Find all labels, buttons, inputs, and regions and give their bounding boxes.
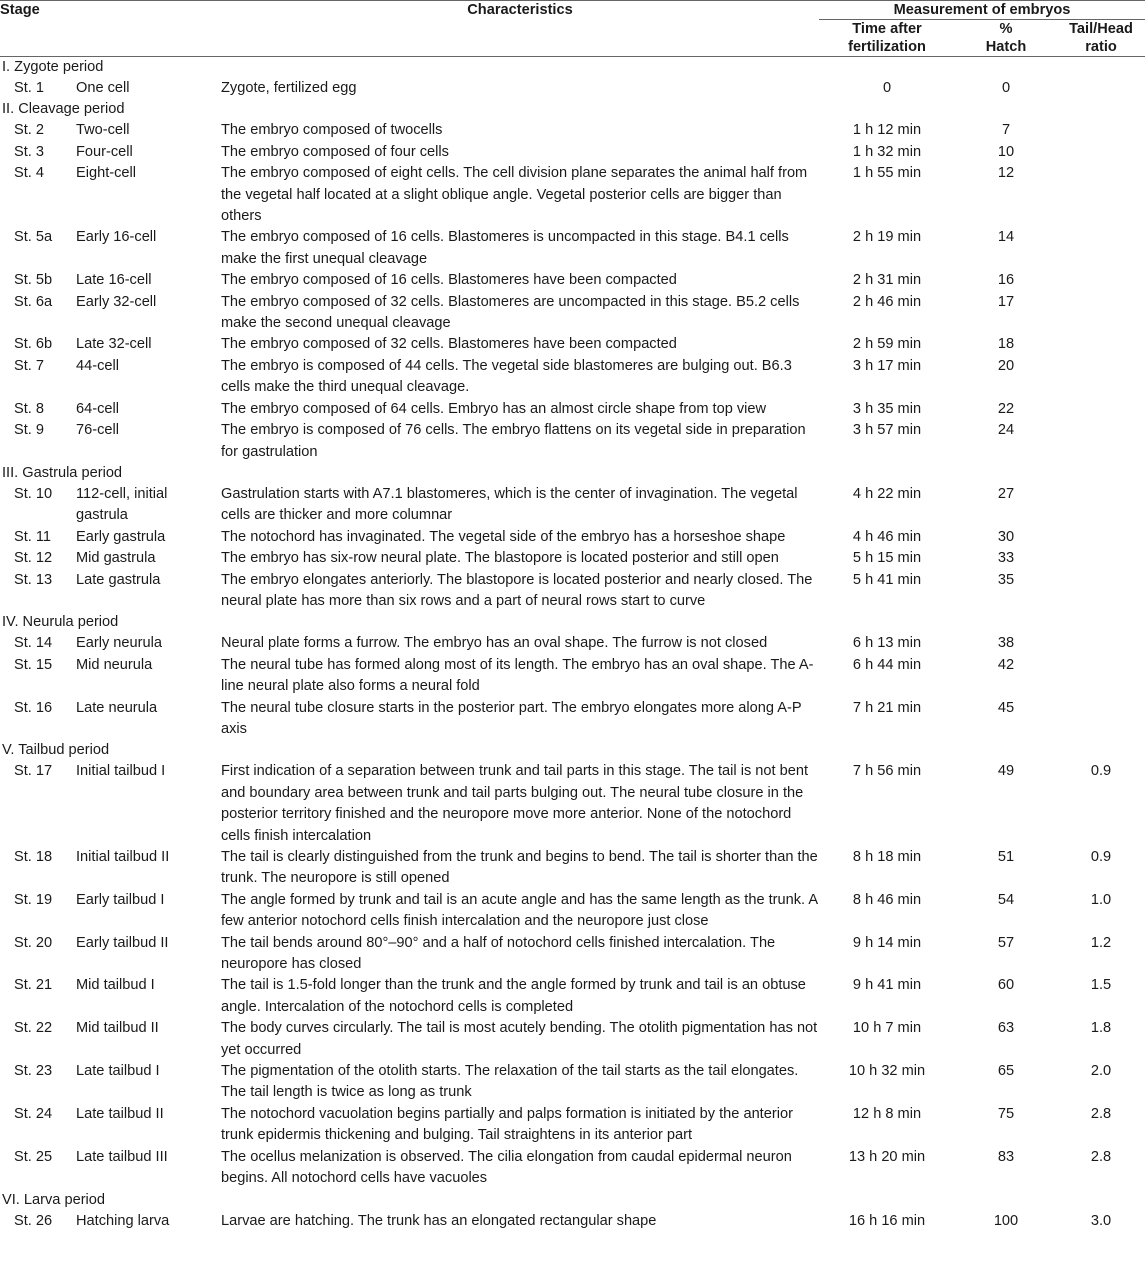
- hatch-cell: 42: [997, 656, 1015, 673]
- time-cell: 4 h 46 min: [852, 528, 922, 545]
- time-cell: 0: [882, 80, 892, 96]
- time-cell: 5 h 15 min: [852, 550, 922, 567]
- table-row: [0, 120, 1145, 141]
- stage-cell: St. 2: [14, 122, 45, 139]
- characteristics-cell: The embryo is composed of 44 cells. The vegetal side blastomeres are bulging out. B6.3 cells make the third unequal cleavage.: [221, 357, 792, 396]
- stage-cell: St. 18: [14, 849, 53, 865]
- characteristics-cell: Larvae are hatching. The trunk has an elongated rectangular shape: [221, 1212, 657, 1229]
- table-row: [0, 933, 1145, 976]
- characteristics-cell: The notochord vacuolation begins partially and palps formation is initiated by the anterior trunk epidermis thickening and bulging. Tail straightens in its anterior part: [221, 1105, 793, 1144]
- table-row: [0, 1104, 1145, 1147]
- stage-name-cell: Hatching larva: [76, 1212, 170, 1229]
- hatch-cell: 14: [997, 229, 1015, 246]
- characteristics-cell: First indication of a separation between trunk and tail parts in this stage. The tail is not bent and boundary area between trunk and tail parts bulging out. The neural tube closure in the posterior territory finished and the neuropore move more anterior. None of the notochord cells finish intercalation: [221, 763, 809, 844]
- stage-cell: St. 9: [14, 422, 45, 439]
- characteristics-cell: The ocellus melanization is observed. The cilia elongation from caudal epidermal neuron begins. All notochord cells have vacuoles: [221, 1148, 792, 1187]
- ratio-cell: 1.5: [1090, 977, 1112, 994]
- stage-cell: St. 11: [14, 528, 52, 545]
- time-cell: 1 h 55 min: [852, 165, 922, 182]
- stage-name-cell: Late gastrula: [76, 571, 161, 588]
- table-row: [0, 270, 1145, 291]
- characteristics-cell: Zygote, fertilized egg: [221, 80, 357, 96]
- stage-cell: St. 15: [14, 656, 53, 673]
- stage-name-cell: 64-cell: [76, 400, 119, 417]
- table-row: [0, 655, 1145, 698]
- ratio-cell: [1057, 570, 1145, 613]
- characteristics-cell: The notochord has invaginated. The vegetal side of the embryo has a horseshoe shape: [221, 528, 786, 545]
- period-row: [0, 740, 1145, 761]
- characteristics-cell: The angle formed by trunk and tail is an acute angle and has the same length as the trunk. A few anterior notochord cells finish intercalation and the neuropore just close: [221, 891, 818, 930]
- hatch-cell: 60: [997, 977, 1015, 994]
- time-cell: 10 h 32 min: [848, 1063, 926, 1080]
- time-cell: 2 h 46 min: [852, 293, 922, 310]
- table-row: [0, 570, 1145, 613]
- header-measurement: Measurement of embryos: [819, 1, 1145, 20]
- stage-name-cell: Initial tailbud I: [76, 763, 166, 780]
- ratio-cell: [1057, 227, 1145, 270]
- characteristics-cell: The neural tube closure starts in the posterior part. The embryo elongates more along A-P axis: [221, 699, 802, 737]
- hatch-cell: 30: [997, 528, 1015, 545]
- time-cell: 3 h 57 min: [852, 422, 922, 439]
- hatch-cell: 38: [997, 635, 1015, 652]
- table-row: [0, 142, 1145, 163]
- hatch-cell: 75: [997, 1105, 1015, 1122]
- hatch-cell: 7: [1001, 122, 1011, 139]
- stage-cell: St. 26: [14, 1212, 53, 1229]
- stage-name-cell: Mid tailbud II: [76, 1020, 159, 1037]
- stage-name-cell: Late tailbud I: [76, 1063, 160, 1080]
- hatch-cell: 35: [997, 571, 1015, 588]
- characteristics-cell: Gastrulation starts with A7.1 blastomeres, which is the center of invagination. The vegetal cells are thicker and more columnar: [221, 485, 798, 524]
- hatch-cell: 45: [997, 699, 1015, 716]
- hatch-cell: 17: [997, 293, 1015, 310]
- stage-name-cell: Mid neurula: [76, 656, 153, 673]
- time-cell: 7 h 21 min: [852, 699, 922, 716]
- table-header: [0, 1, 1145, 57]
- time-cell: 5 h 41 min: [852, 571, 922, 588]
- header-ratio-line2: ratio: [1085, 39, 1117, 55]
- hatch-cell: 65: [997, 1063, 1015, 1080]
- header-hatch: [955, 20, 1057, 57]
- characteristics-cell: The embryo composed of 32 cells. Blastomeres have been compacted: [221, 336, 677, 353]
- hatch-cell: 100: [993, 1212, 1019, 1229]
- time-cell: 13 h 20 min: [848, 1148, 926, 1165]
- period-label: IV. Neurula period: [2, 614, 119, 631]
- ratio-cell: 2.8: [1090, 1148, 1112, 1165]
- hatch-cell: 22: [997, 400, 1015, 417]
- characteristics-cell: The neural tube has formed along most of its length. The embryo has an oval shape. The A-line neural plate also forms a neural fold: [221, 656, 814, 695]
- hatch-cell: 12: [997, 165, 1015, 182]
- characteristics-cell: The tail bends around 80°–90° and a half of notochord cells finished intercalation. The neuropore has closed: [221, 934, 776, 973]
- stage-cell: St. 3: [14, 143, 45, 160]
- ratio-cell: [1057, 356, 1145, 399]
- stage-name-cell: Early gastrula: [76, 528, 166, 545]
- ratio-cell: 1.0: [1090, 891, 1112, 908]
- ratio-cell: 2.0: [1090, 1063, 1112, 1080]
- table-row: [0, 761, 1145, 847]
- stage-name-cell: Four-cell: [76, 143, 133, 160]
- table-row: [0, 484, 1145, 527]
- table-row: [0, 1061, 1145, 1104]
- header-characteristics: Characteristics: [467, 2, 573, 18]
- stage-name-cell: Initial tailbud II: [76, 849, 170, 865]
- characteristics-cell: The embryo has six-row neural plate. The blastopore is located posterior and still open: [221, 550, 779, 567]
- hatch-cell: 20: [997, 357, 1015, 374]
- period-row: [0, 612, 1145, 633]
- time-cell: 3 h 35 min: [852, 400, 922, 417]
- characteristics-cell: The embryo elongates anteriorly. The blastopore is located posterior and nearly closed. The neural plate has more than six rows and a part of neural rows start to curve: [221, 571, 813, 609]
- stage-name-cell: Early tailbud I: [76, 891, 165, 908]
- period-row: [0, 57, 1145, 79]
- ratio-cell: 3.0: [1090, 1212, 1112, 1229]
- ratio-cell: 1.2: [1090, 934, 1112, 951]
- hatch-cell: 0: [1001, 80, 1011, 96]
- time-cell: 6 h 44 min: [852, 656, 922, 673]
- stage-name-cell: 112-cell, initial gastrula: [76, 485, 168, 524]
- time-cell: 3 h 17 min: [852, 357, 922, 374]
- ratio-cell: [1057, 163, 1145, 227]
- characteristics-cell: The embryo composed of 16 cells. Blastomeres have been compacted: [221, 272, 677, 289]
- time-cell: 2 h 59 min: [852, 336, 922, 353]
- stage-name-cell: Two-cell: [76, 122, 130, 139]
- stage-name-cell: Mid gastrula: [76, 550, 156, 567]
- period-label: V. Tailbud period: [2, 742, 110, 759]
- stage-cell: St. 5a: [14, 229, 53, 246]
- ratio-cell: [1057, 420, 1145, 463]
- ratio-cell: [1057, 142, 1145, 163]
- table-row: [0, 1211, 1145, 1236]
- stage-cell: St. 5b: [14, 272, 53, 289]
- ratio-cell: [1057, 548, 1145, 569]
- stage-name-cell: Late tailbud II: [76, 1105, 164, 1122]
- time-cell: 2 h 19 min: [852, 229, 922, 246]
- stage-cell: St. 8: [14, 400, 45, 417]
- ratio-cell: [1057, 334, 1145, 355]
- hatch-cell: 49: [997, 763, 1015, 780]
- table-row: [0, 527, 1145, 548]
- ratio-cell: 2.8: [1090, 1105, 1112, 1122]
- hatch-cell: 51: [997, 849, 1015, 865]
- stage-cell: St. 21: [14, 977, 53, 994]
- time-cell: 4 h 22 min: [852, 485, 922, 502]
- time-cell: 2 h 31 min: [852, 272, 922, 289]
- stage-cell: St. 17: [14, 763, 53, 780]
- characteristics-cell: The embryo composed of four cells: [221, 143, 449, 160]
- stage-cell: St. 25: [14, 1148, 53, 1165]
- header-stage: Stage: [0, 2, 40, 18]
- hatch-cell: 63: [997, 1020, 1015, 1037]
- stage-cell: St. 22: [14, 1020, 53, 1037]
- period-label: III. Gastrula period: [2, 464, 123, 481]
- characteristics-cell: The embryo is composed of 76 cells. The embryo flattens on its vegetal side in preparation for gastrulation: [221, 422, 806, 460]
- characteristics-cell: The embryo composed of 16 cells. Blastomeres is uncompacted in this stage. B4.1 cells make the first unequal cleavage: [221, 229, 789, 267]
- ratio-cell: [1057, 633, 1145, 654]
- ratio-cell: [1057, 399, 1145, 420]
- table-row: [0, 227, 1145, 270]
- time-cell: 16 h 16 min: [848, 1212, 926, 1229]
- table-row: [0, 334, 1145, 355]
- stage-cell: St. 6b: [14, 336, 53, 353]
- stage-name-cell: Early neurula: [76, 635, 162, 652]
- time-cell: 6 h 13 min: [852, 635, 922, 652]
- table-row: [0, 78, 1145, 99]
- stage-name-cell: Late 32-cell: [76, 336, 152, 353]
- time-cell: 12 h 8 min: [852, 1105, 922, 1122]
- period-label: I. Zygote period: [2, 59, 104, 75]
- stage-cell: St. 24: [14, 1105, 53, 1122]
- time-cell: 1 h 32 min: [852, 143, 922, 160]
- stage-name-cell: Late tailbud III: [76, 1148, 168, 1165]
- ratio-cell: [1057, 78, 1145, 99]
- characteristics-cell: The body curves circularly. The tail is most acutely bending. The otolith pigmentation has not yet occurred: [221, 1020, 818, 1058]
- characteristics-cell: The embryo composed of 64 cells. Embryo has an almost circle shape from top view: [221, 400, 767, 417]
- characteristics-cell: The embryo composed of 32 cells. Blastomeres are uncompacted in this stage. B5.2 cells make the second unequal cleavage: [221, 293, 800, 332]
- characteristics-cell: Neural plate forms a furrow. The embryo has an oval shape. The furrow is not closed: [221, 635, 768, 652]
- characteristics-cell: The embryo composed of twocells: [221, 122, 443, 139]
- ratio-cell: [1057, 292, 1145, 335]
- table-row: [0, 292, 1145, 335]
- header-time: [819, 20, 955, 57]
- time-cell: 1 h 12 min: [852, 122, 922, 139]
- table-row: [0, 356, 1145, 399]
- hatch-cell: 57: [997, 934, 1015, 951]
- ratio-cell: [1057, 484, 1145, 527]
- stage-cell: St. 12: [14, 550, 53, 567]
- ratio-cell: [1057, 655, 1145, 698]
- table-row: [0, 975, 1145, 1018]
- ratio-cell: [1057, 120, 1145, 141]
- ratio-cell: [1057, 270, 1145, 291]
- stage-cell: St. 16: [14, 699, 53, 716]
- stage-name-cell: 76-cell: [76, 422, 119, 439]
- stage-cell: St. 20: [14, 934, 53, 951]
- stage-cell: St. 6a: [14, 293, 53, 310]
- stage-name-cell: Early 32-cell: [76, 293, 157, 310]
- time-cell: 8 h 46 min: [852, 891, 922, 908]
- ratio-cell: [1057, 698, 1145, 741]
- table-row: [0, 633, 1145, 654]
- table-row: [0, 548, 1145, 569]
- ratio-cell: 0.9: [1090, 763, 1112, 780]
- header-hatch-line2: Hatch: [985, 39, 1027, 55]
- header-ratio: [1057, 20, 1145, 57]
- stage-cell: St. 23: [14, 1063, 53, 1080]
- hatch-cell: 54: [997, 891, 1015, 908]
- stage-cell: St. 4: [14, 165, 45, 182]
- stage-name-cell: One cell: [76, 80, 130, 96]
- period-row: [0, 1190, 1145, 1211]
- header-time-line2: fertilization: [848, 39, 926, 55]
- stage-cell: St. 19: [14, 891, 53, 908]
- table-row: [0, 890, 1145, 933]
- hatch-cell: 33: [997, 550, 1015, 567]
- header-time-line1: Time after: [852, 21, 922, 37]
- header-hatch-line1: %: [999, 21, 1013, 37]
- table-row: [0, 163, 1145, 227]
- stage-name-cell: Early 16-cell: [76, 229, 157, 246]
- ratio-cell: 0.9: [1090, 849, 1112, 865]
- stage-cell: St. 7: [14, 357, 45, 374]
- table-row: [0, 847, 1145, 890]
- table-row: [0, 399, 1145, 420]
- period-row: [0, 99, 1145, 120]
- hatch-cell: 10: [997, 143, 1015, 160]
- stage-cell: St. 1: [14, 80, 45, 96]
- time-cell: 9 h 14 min: [852, 934, 922, 951]
- stage-cell: St. 10: [14, 485, 53, 502]
- stage-name-cell: 44-cell: [76, 357, 119, 374]
- header-ratio-line1: Tail/Head: [1069, 21, 1133, 37]
- stage-name-cell: Early tailbud II: [76, 934, 169, 951]
- stage-cell: St. 14: [14, 635, 53, 652]
- table-row: [0, 1018, 1145, 1061]
- characteristics-cell: The embryo composed of eight cells. The cell division plane separates the animal half from the vegetal half located at a slight oblique angle. Vegetal posterior cells are bigger than others: [221, 165, 808, 225]
- period-label: II. Cleavage period: [2, 101, 125, 118]
- characteristics-cell: The tail is 1.5-fold longer than the trunk and the angle formed by trunk and tail is an obtuse angle. Intercalation of the notochord cells is completed: [221, 977, 806, 1015]
- time-cell: 9 h 41 min: [852, 977, 922, 994]
- stage-name-cell: Late neurula: [76, 699, 158, 716]
- time-cell: 7 h 56 min: [852, 763, 922, 780]
- hatch-cell: 27: [997, 485, 1015, 502]
- hatch-cell: 16: [997, 272, 1015, 289]
- time-cell: 10 h 7 min: [852, 1020, 922, 1037]
- ratio-cell: 1.8: [1090, 1020, 1112, 1037]
- hatch-cell: 18: [997, 336, 1015, 353]
- stage-cell: St. 13: [14, 571, 53, 588]
- characteristics-cell: The tail is clearly distinguished from the trunk and begins to bend. The tail is shorter than the trunk. The neuropore is still opened: [221, 849, 818, 887]
- hatch-cell: 83: [997, 1148, 1015, 1165]
- time-cell: 8 h 18 min: [852, 849, 922, 865]
- period-label: VI. Larva period: [2, 1191, 106, 1208]
- period-row: [0, 463, 1145, 484]
- characteristics-cell: The pigmentation of the otolith starts. The relaxation of the tail starts as the tail elongates. The tail length is twice as long as trunk: [221, 1063, 799, 1101]
- stage-name-cell: Late 16-cell: [76, 272, 152, 289]
- hatch-cell: 24: [997, 422, 1015, 439]
- table-row: [0, 420, 1145, 463]
- ratio-cell: [1057, 527, 1145, 548]
- table-body: [0, 57, 1145, 1236]
- table-row: [0, 698, 1145, 741]
- stage-name-cell: Mid tailbud I: [76, 977, 155, 994]
- stage-name-cell: Eight-cell: [76, 165, 137, 182]
- table-row: [0, 1147, 1145, 1190]
